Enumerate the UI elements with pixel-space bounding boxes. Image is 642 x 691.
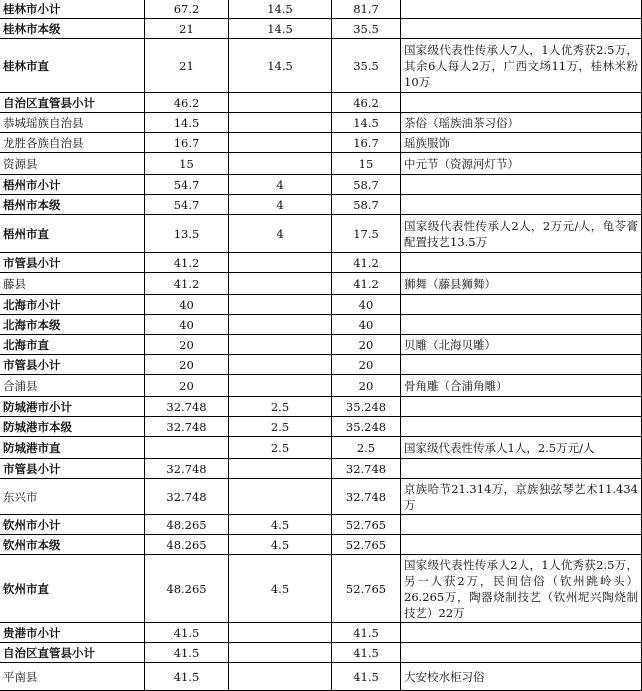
note-cell: [401, 315, 642, 335]
note-cell: 瑶族服饰: [401, 133, 642, 153]
table-row: [0, 175, 642, 195]
total-cell: 20: [332, 335, 401, 355]
table-row: [0, 437, 642, 459]
note-cell: [401, 195, 642, 215]
note-cell: [401, 295, 642, 315]
amount-a-cell: 41.2: [145, 253, 229, 273]
region-name-cell: 防城港市本级: [0, 417, 145, 437]
note-cell: [401, 355, 642, 375]
note-cell: 大安校水柜习俗: [401, 663, 642, 691]
total-cell: 41.2: [332, 253, 401, 273]
amount-a-cell: 41.5: [145, 623, 229, 643]
total-cell: 35.5: [332, 19, 401, 39]
amount-b-cell: [229, 623, 332, 643]
total-cell: 58.7: [332, 195, 401, 215]
amount-a-cell: [145, 437, 229, 459]
amount-b-cell: [229, 643, 332, 663]
table-row: [0, 195, 642, 215]
total-cell: 2.5: [332, 437, 401, 459]
region-name-cell: 市管县小计: [0, 253, 145, 273]
amount-b-cell: [229, 335, 332, 355]
table-row: [0, 623, 642, 643]
amount-b-cell: 4: [229, 175, 332, 195]
amount-a-cell: 32.748: [145, 417, 229, 437]
amount-a-cell: 46.2: [145, 93, 229, 113]
amount-a-cell: 13.5: [145, 215, 229, 253]
region-name-cell: 钦州市直: [0, 555, 145, 623]
table-row: [0, 295, 642, 315]
table-row: [0, 113, 642, 133]
total-cell: 20: [332, 375, 401, 397]
total-cell: 35.5: [332, 39, 401, 93]
table-row: [0, 0, 642, 19]
amount-a-cell: 41.5: [145, 643, 229, 663]
note-cell: [401, 535, 642, 555]
table-row: [0, 643, 642, 663]
total-cell: 41.5: [332, 623, 401, 643]
note-cell: 中元节（资源河灯节）: [401, 153, 642, 175]
table-row: [0, 459, 642, 479]
amount-b-cell: [229, 113, 332, 133]
region-name-cell: 梧州市本级: [0, 195, 145, 215]
amount-a-cell: 14.5: [145, 113, 229, 133]
amount-b-cell: [229, 375, 332, 397]
amount-b-cell: 14.5: [229, 39, 332, 93]
note-cell: 京族哈节21.314万，京族独弦琴艺术11.434万: [401, 479, 642, 515]
total-cell: 14.5: [332, 113, 401, 133]
amount-b-cell: 2.5: [229, 437, 332, 459]
region-name-cell: 防城港市小计: [0, 397, 145, 417]
region-name-cell: 梧州市小计: [0, 175, 145, 195]
region-name-cell: 市管县小计: [0, 459, 145, 479]
amount-a-cell: 48.265: [145, 515, 229, 535]
region-name-cell: 桂林市小计: [0, 0, 145, 19]
note-cell: [401, 417, 642, 437]
note-cell: 骨角雕（合浦角雕）: [401, 375, 642, 397]
amount-b-cell: 4.5: [229, 535, 332, 555]
amount-a-cell: 48.265: [145, 535, 229, 555]
table-row: [0, 133, 642, 153]
total-cell: 16.7: [332, 133, 401, 153]
total-cell: 52.765: [332, 515, 401, 535]
table-row: [0, 153, 642, 175]
amount-a-cell: 32.748: [145, 397, 229, 417]
note-cell: [401, 623, 642, 643]
amount-a-cell: 32.748: [145, 479, 229, 515]
amount-a-cell: 20: [145, 355, 229, 375]
total-cell: 41.5: [332, 643, 401, 663]
table-row: [0, 315, 642, 335]
note-cell: [401, 515, 642, 535]
region-name-cell: 龙胜各族自治县: [0, 133, 145, 153]
region-name-cell: 防城港市直: [0, 437, 145, 459]
table-row: [0, 417, 642, 437]
region-name-cell: 市管县小计: [0, 355, 145, 375]
note-cell: 国家级代表性传承人2人，1人优秀获2.5万，另一人获2万，民间信俗（钦州跳岭头）26.265万，陶器烧制技艺（钦州坭兴陶烧制技艺）22万: [401, 555, 642, 623]
note-cell: [401, 253, 642, 273]
table-row: [0, 355, 642, 375]
region-name-cell: 恭城瑶族自治县: [0, 113, 145, 133]
amount-b-cell: 4: [229, 195, 332, 215]
total-cell: 58.7: [332, 175, 401, 195]
amount-a-cell: 48.265: [145, 555, 229, 623]
note-cell: 国家级代表性传承人1人，2.5万元/人: [401, 437, 642, 459]
note-cell: [401, 0, 642, 19]
region-name-cell: 资源县: [0, 153, 145, 175]
table-row: [0, 39, 642, 93]
region-name-cell: 桂林市本级: [0, 19, 145, 39]
total-cell: 17.5: [332, 215, 401, 253]
region-name-cell: 北海市直: [0, 335, 145, 355]
region-name-cell: 合浦县: [0, 375, 145, 397]
total-cell: 40: [332, 315, 401, 335]
amount-b-cell: [229, 295, 332, 315]
note-cell: 国家级代表性传承人7人，1人优秀获2.5万，其余6人每人2万，广西文场11万，桂林米粉10万: [401, 39, 642, 93]
table-row: [0, 215, 642, 253]
amount-a-cell: 20: [145, 375, 229, 397]
note-cell: 贝雕（北海贝雕）: [401, 335, 642, 355]
table-row: [0, 19, 642, 39]
amount-b-cell: [229, 253, 332, 273]
amount-a-cell: 40: [145, 315, 229, 335]
amount-b-cell: [229, 153, 332, 175]
region-name-cell: 自治区直管县小计: [0, 93, 145, 113]
amount-b-cell: [229, 133, 332, 153]
region-name-cell: 北海市本级: [0, 315, 145, 335]
table-row: [0, 479, 642, 515]
total-cell: 40: [332, 295, 401, 315]
table-row: [0, 273, 642, 295]
table-row: [0, 663, 642, 691]
amount-a-cell: 21: [145, 39, 229, 93]
amount-a-cell: 16.7: [145, 133, 229, 153]
amount-b-cell: [229, 355, 332, 375]
note-cell: [401, 643, 642, 663]
amount-a-cell: 40: [145, 295, 229, 315]
table-row: [0, 375, 642, 397]
note-cell: [401, 459, 642, 479]
table-row: [0, 253, 642, 273]
region-name-cell: 贵港市小计: [0, 623, 145, 643]
amount-b-cell: 2.5: [229, 397, 332, 417]
amount-a-cell: 21: [145, 19, 229, 39]
total-cell: 52.765: [332, 555, 401, 623]
amount-a-cell: 15: [145, 153, 229, 175]
amount-b-cell: 14.5: [229, 19, 332, 39]
amount-b-cell: [229, 93, 332, 113]
total-cell: 41.2: [332, 273, 401, 295]
total-cell: 52.765: [332, 535, 401, 555]
amount-a-cell: 54.7: [145, 195, 229, 215]
note-cell: [401, 397, 642, 417]
total-cell: 35.248: [332, 397, 401, 417]
total-cell: 35.248: [332, 417, 401, 437]
amount-a-cell: 41.5: [145, 663, 229, 691]
amount-a-cell: 32.748: [145, 459, 229, 479]
total-cell: 32.748: [332, 479, 401, 515]
amount-a-cell: 20: [145, 335, 229, 355]
amount-b-cell: 4.5: [229, 555, 332, 623]
region-name-cell: 梧州市直: [0, 215, 145, 253]
table-row: [0, 397, 642, 417]
region-name-cell: 自治区直管县小计: [0, 643, 145, 663]
region-name-cell: 钦州市本级: [0, 535, 145, 555]
note-cell: 国家级代表性传承人2人，2万元/人，龟苓膏配置技艺13.5万: [401, 215, 642, 253]
region-name-cell: 桂林市直: [0, 39, 145, 93]
table-row: [0, 335, 642, 355]
amount-b-cell: 14.5: [229, 0, 332, 19]
total-cell: 15: [332, 153, 401, 175]
amount-b-cell: 4: [229, 215, 332, 253]
table-row: [0, 93, 642, 113]
table-row: [0, 555, 642, 623]
note-cell: 狮舞（藤县狮舞）: [401, 273, 642, 295]
region-name-cell: 藤县: [0, 273, 145, 295]
amount-b-cell: [229, 663, 332, 691]
region-name-cell: 东兴市: [0, 479, 145, 515]
amount-b-cell: 4.5: [229, 515, 332, 535]
region-name-cell: 钦州市小计: [0, 515, 145, 535]
amount-b-cell: [229, 273, 332, 295]
amount-b-cell: [229, 315, 332, 335]
note-cell: [401, 19, 642, 39]
amount-b-cell: [229, 479, 332, 515]
amount-a-cell: 41.2: [145, 273, 229, 295]
amount-a-cell: 54.7: [145, 175, 229, 195]
total-cell: 32.748: [332, 459, 401, 479]
amount-b-cell: [229, 459, 332, 479]
note-cell: 茶俗（瑶族油茶习俗）: [401, 113, 642, 133]
table-row: [0, 515, 642, 535]
total-cell: 46.2: [332, 93, 401, 113]
total-cell: 41.5: [332, 663, 401, 691]
total-cell: 81.7: [332, 0, 401, 19]
region-name-cell: 平南县: [0, 663, 145, 691]
amount-b-cell: 2.5: [229, 417, 332, 437]
total-cell: 20: [332, 355, 401, 375]
note-cell: [401, 175, 642, 195]
region-name-cell: 北海市小计: [0, 295, 145, 315]
note-cell: [401, 93, 642, 113]
table-row: [0, 535, 642, 555]
amount-a-cell: 67.2: [145, 0, 229, 19]
